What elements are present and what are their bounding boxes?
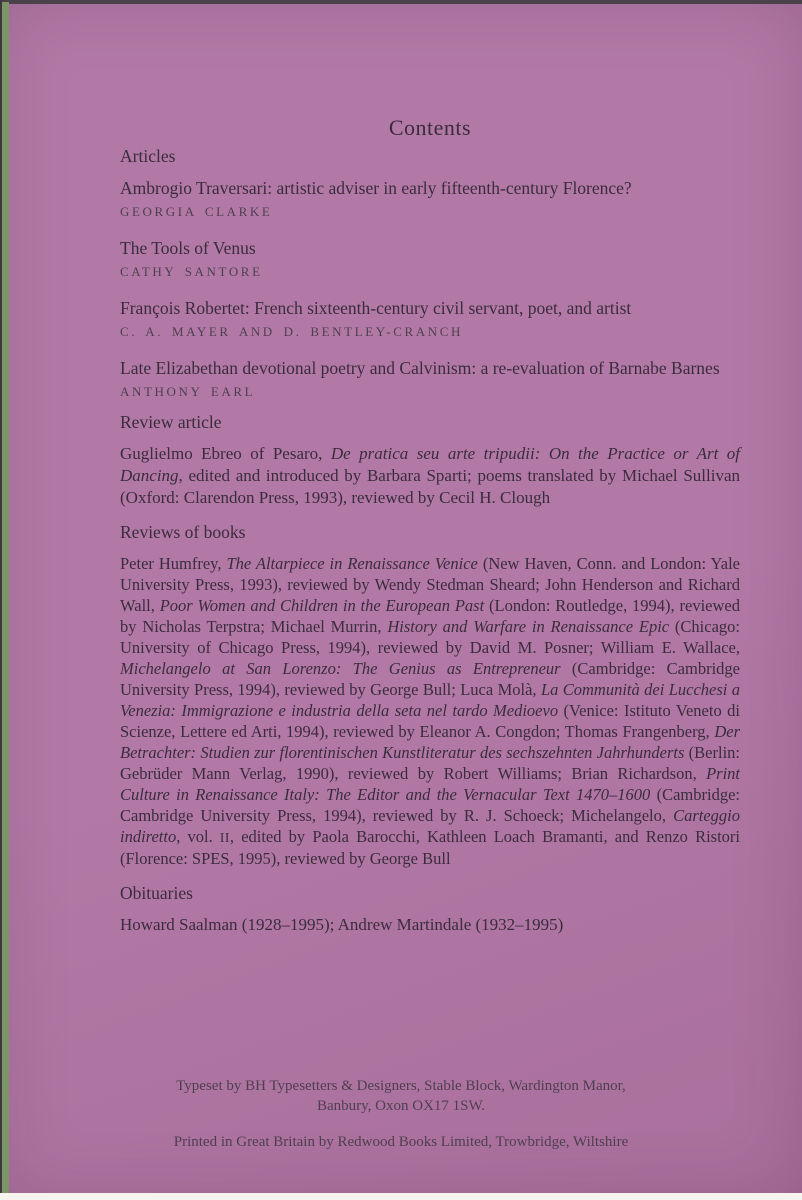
article-entry (120, 297, 740, 340)
text-segment-italic: The Altarpiece in Renaissance Venice (226, 554, 478, 573)
page-title: Contents (388, 115, 472, 140)
text-segment-roman: Guglielmo Ebreo of Pesaro, (120, 444, 331, 463)
article-authors: ANTHONY EARL (120, 384, 256, 399)
printed-line: Printed in Great Britain by Redwood Books Limited, Trowbridge, Wiltshire (173, 1134, 629, 1150)
articles-section-heading: Articles (120, 146, 176, 166)
text-segment-italic: Michelangelo at San Lorenzo: The Genius as Entrepreneur (120, 659, 561, 678)
obituaries-entry: Howard Saalman (1928–1995); Andrew Martindale (1932–1995) (120, 915, 564, 934)
text-segment-roman: (New Haven, Conn. and London: Yale University Press, 1993), reviewed by Wendy Stedman Sheard; John Henderson and Richard Wall, (120, 554, 740, 615)
typeset-line-2: Banbury, Oxon OX17 1SW. (316, 1098, 486, 1114)
articles-list (120, 177, 740, 400)
page-binding-strip (2, 2, 9, 1194)
text-segment-italic: Print Culture in Renaissance Italy: The Editor and the Vernacular Text 1470–1600 (120, 764, 740, 804)
article-entry (120, 177, 740, 220)
text-segment-roman: (London: Routledge, 1994), reviewed by Nicholas Terpstra; Michael Murrin, (120, 596, 740, 636)
reviews-section-heading: Reviews of books (120, 522, 246, 542)
article-title: Late Elizabethan devotional poetry and Calvinism: a re-evaluation of Barnabe Barnes (120, 358, 720, 378)
article-authors: C. A. MAYER AND D. BENTLEY-CRANCH (120, 324, 464, 339)
text-segment-italic: De pratica seu arte tripudii: On the Practice or Art of Dancing (120, 444, 740, 485)
text-segment-italic: Poor Women and Children in the European Past (159, 596, 485, 615)
text-segment-roman: (Cambridge: Cambridge University Press, 1994), reviewed by R. J. Schoeck; Michelangelo, (120, 785, 740, 825)
article-title: Ambrogio Traversari: artistic adviser in early fifteenth-century Florence? (120, 178, 632, 198)
article-entry (120, 357, 740, 400)
obituaries-section-heading: Obituaries (120, 883, 193, 903)
text-segment-smallcaps: II (219, 830, 230, 845)
text-segment-roman: (Cambridge: Cambridge University Press, 1994), reviewed by George Bull; Luca Molà, (120, 659, 740, 699)
article-authors: GEORGIA CLARKE (120, 204, 273, 219)
page-bottom-edge (0, 1193, 802, 1200)
imprint-footer (0, 1076, 802, 1152)
text-segment-italic: Der Betrachter: Studien zur florentinischen Kunstliteratur des sechszehnten Jahrhunderts (120, 722, 740, 762)
review-article-section-heading: Review article (120, 412, 222, 432)
text-segment-roman: , edited by Paola Barocchi, Kathleen Loach Bramanti, and Renzo Ristori (Florence: SPES, 1995), reviewed by George Bull (120, 827, 740, 868)
article-title: François Robertet: French sixteenth-century civil servant, poet, and artist (120, 298, 632, 318)
text-segment-roman: Peter Humfrey, (120, 554, 227, 573)
article-title: The Tools of Venus (120, 238, 256, 258)
text-segment-italic: Carteggio indiretto (120, 806, 740, 846)
text-segment-italic: History and Warfare in Renaissance Epic (387, 617, 670, 636)
article-entry (120, 237, 740, 280)
text-segment-roman: (Berlin: Gebrüder Mann Verlag, 1990), reviewed by Robert Williams; Brian Richardson, (120, 743, 741, 783)
typeset-line-1: Typeset by BH Typesetters & Designers, Stable Block, Wardington Manor, (176, 1078, 626, 1094)
review-article-entry (120, 443, 740, 509)
book-reviews-entry (120, 553, 740, 869)
text-segment-roman: (Chicago: University of Chicago Press, 1994), reviewed by David M. Posner; William E. Wallace, (120, 617, 740, 657)
text-segment-roman: , edited and introduced by Barbara Sparti; poems translated by Michael Sullivan (Oxford: Clarendon Press, 1993), reviewed by Cecil H. Clough (120, 466, 740, 507)
text-segment-italic: La Communità dei Lucchesi a Venezia: Immigrazione e industria della seta nel tardo Medioevo (120, 680, 740, 720)
contents-body (120, 0, 740, 936)
article-authors: CATHY SANTORE (120, 264, 263, 279)
text-segment-roman: (Venice: Istituto Veneto di Scienze, Lettere ed Arti, 1994), reviewed by Eleanor A. Congdon; Thomas Frangenberg, (120, 701, 740, 741)
text-segment-roman: , vol. (176, 827, 220, 846)
